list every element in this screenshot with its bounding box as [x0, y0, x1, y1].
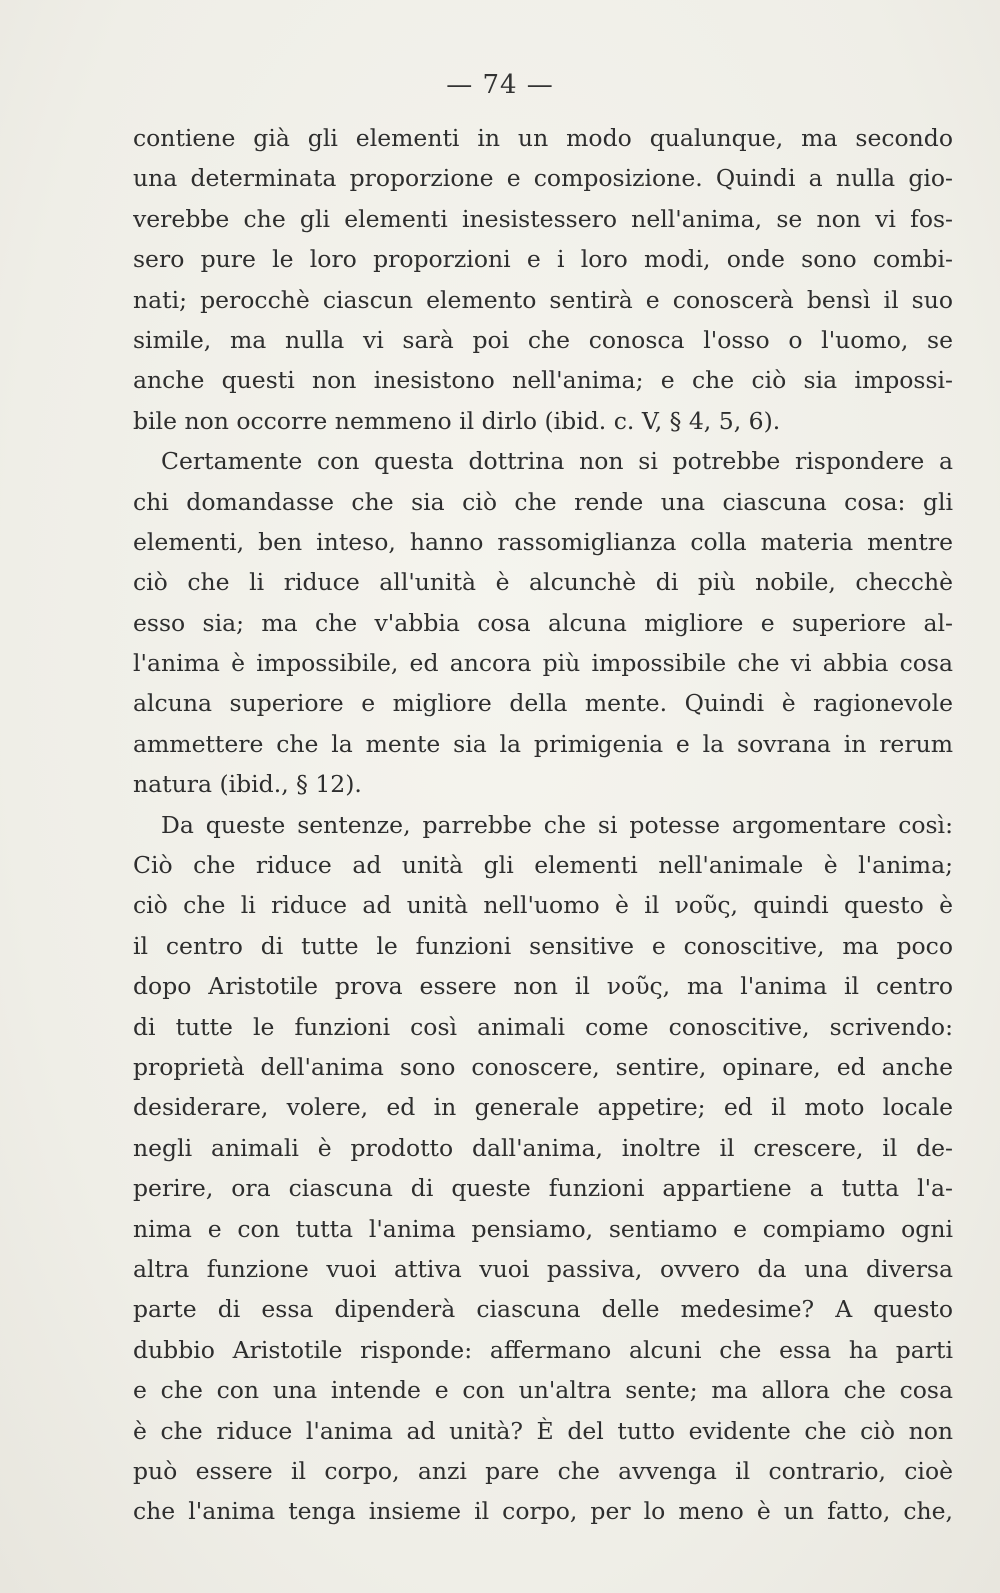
text-line: esso sia; ma che v'abbia cosa alcuna migliore e superiore al-	[133, 608, 953, 637]
text-line: dubbio Aristotile risponde: affermano alcuni che essa ha parti	[133, 1335, 953, 1364]
text-line: simile, ma nulla vi sarà poi che conosca l'osso o l'uomo, se	[133, 325, 953, 354]
text-line: alcuna superiore e migliore della mente. Quindi è ragionevole	[133, 689, 953, 718]
text-line: anche questi non inesistono nell'anima; e che ciò sia impossi-	[133, 366, 953, 395]
text-line: il centro di tutte le funzioni sensitive e conoscitive, ma poco	[133, 931, 953, 960]
text-line: ciò che li riduce ad unità nell'uomo è il νοῦς, quindi questo è	[133, 891, 953, 920]
text-line: ammettere che la mente sia la primigenia e la sovrana in rerum	[133, 729, 953, 758]
text-line: Ciò che riduce ad unità gli elementi nell'animale è l'anima;	[133, 851, 953, 880]
page-number: — 74 —	[446, 70, 554, 100]
text-line: di tutte le funzioni così animali come conoscitive, scrivendo:	[133, 1012, 953, 1041]
body-text	[133, 118, 953, 1532]
text-line: dopo Aristotile prova essere non il νοῦς, ma l'anima il centro	[133, 972, 953, 1001]
text-line: sero pure le loro proporzioni e i loro modi, onde sono combi-	[133, 245, 953, 274]
text-line: elementi, ben inteso, hanno rassomiglianza colla materia mentre	[133, 527, 953, 556]
text-line: ciò che li riduce all'unità è alcunchè di più nobile, checchè	[133, 568, 953, 597]
text-line: è che riduce l'anima ad unità? È del tutto evidente che ciò non	[133, 1416, 953, 1445]
text-line: l'anima è impossibile, ed ancora più impossibile che vi abbia cosa	[133, 649, 953, 678]
text-line: chi domandasse che sia ciò che rende una ciascuna cosa: gli	[133, 487, 953, 516]
text-line: Certamente con questa dottrina non si potrebbe rispondere a	[161, 447, 953, 476]
text-line: negli animali è prodotto dall'anima, inoltre il crescere, il de-	[133, 1133, 953, 1162]
text-line: proprietà dell'anima sono conoscere, sentire, opinare, ed anche	[133, 1052, 953, 1081]
text-line: Da queste sentenze, parrebbe che si potesse argomentare così:	[161, 810, 953, 839]
text-line: può essere il corpo, anzi pare che avvenga il contrario, cioè	[133, 1456, 953, 1485]
text-line: perire, ora ciascuna di queste funzioni appartiene a tutta l'a-	[133, 1174, 953, 1203]
text-line: bile non occorre nemmeno il dirlo (ibid. c. V, § 4, 5, 6).	[133, 406, 781, 435]
text-line: contiene già gli elementi in un modo qualunque, ma secondo	[133, 124, 953, 152]
text-line: nati; perocchè ciascun elemento sentirà e conoscerà bensì il suo	[133, 285, 953, 314]
text-line: altra funzione vuoi attiva vuoi passiva, ovvero da una diversa	[133, 1254, 953, 1283]
text-line: desiderare, volere, ed in generale appetire; ed il moto locale	[133, 1093, 953, 1122]
text-line: parte di essa dipenderà ciascuna delle medesime? A questo	[133, 1295, 953, 1324]
text-line: e che con una intende e con un'altra sente; ma allora che cosa	[133, 1376, 953, 1405]
text-line: verebbe che gli elementi inesistessero nell'anima, se non vi fos-	[133, 204, 953, 233]
text-line: natura (ibid., § 12).	[133, 770, 362, 799]
text-line: una determinata proporzione e composizione. Quindi a nulla gio-	[133, 164, 953, 193]
text-line: nima e con tutta l'anima pensiamo, sentiamo e compiamo ogni	[133, 1214, 953, 1243]
text-line: che l'anima tenga insieme il corpo, per lo meno è un fatto, che,	[133, 1497, 953, 1526]
